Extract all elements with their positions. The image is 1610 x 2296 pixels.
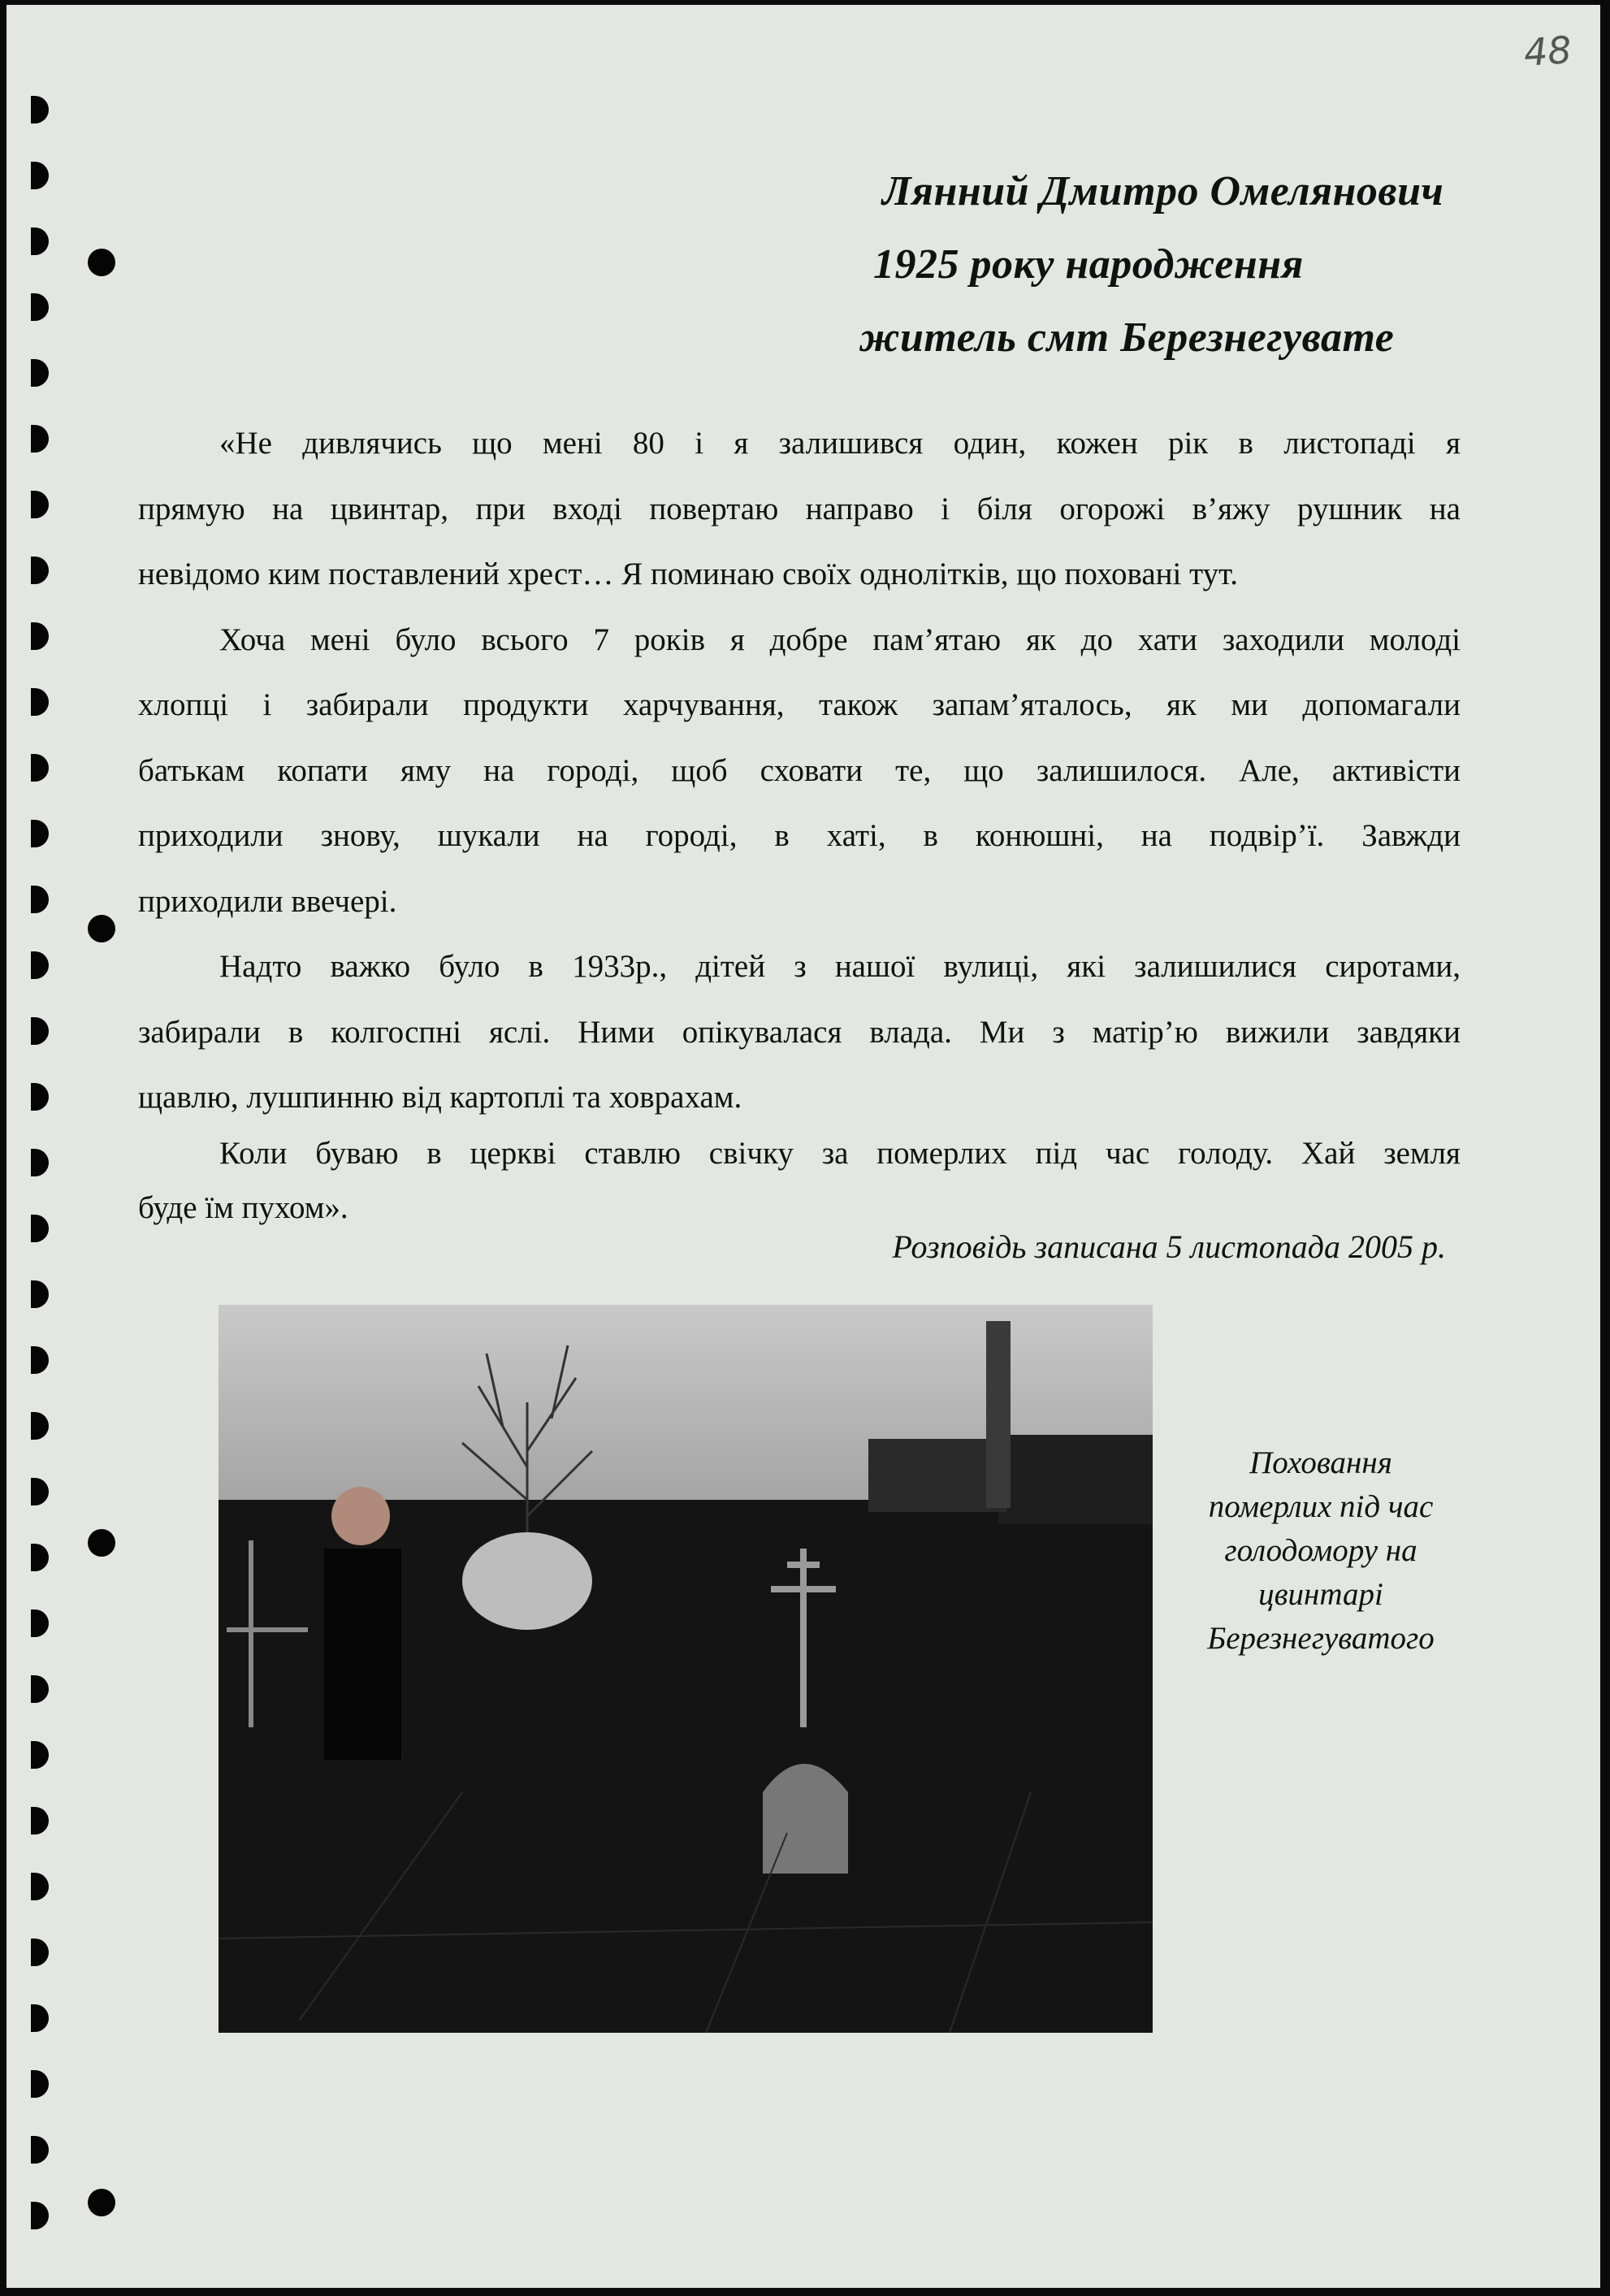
- binding-mark: [31, 820, 49, 847]
- binding-mark: [31, 1149, 49, 1176]
- binding-mark: [31, 1741, 49, 1769]
- binding-mark: [31, 2202, 49, 2229]
- binding-mark: [31, 688, 49, 716]
- binding-mark: [31, 1807, 49, 1835]
- text-line: Хоча мені було всього 7 років я добре пам’ятаю як до хати заходили молоді: [219, 622, 1461, 657]
- person-name: Лянний Дмитро Омелянович: [882, 168, 1444, 214]
- text-line: приходили знову, шукали на городі, в хаті, в конюшні, на подвір’ї. Завжди: [138, 818, 1461, 853]
- binding-mark: [31, 96, 49, 123]
- binding-mark: [31, 162, 49, 189]
- punch-hole: [88, 249, 115, 276]
- binding-mark: [31, 886, 49, 913]
- binding-mark: [31, 1544, 49, 1571]
- testimony-text: [138, 411, 1461, 1241]
- text-line: Коли буваю в церкві ставлю свічку за померлих під час голоду. Хай земля: [219, 1135, 1461, 1171]
- binding-mark: [31, 293, 49, 321]
- binding-mark: [31, 425, 49, 453]
- binding-mark: [31, 557, 49, 584]
- punch-hole: [88, 2189, 115, 2216]
- text-line: невідомо ким поставлений хрест… Я поминаю своїх однолітків, що поховані тут.: [138, 557, 1239, 591]
- binding-mark: [31, 1478, 49, 1505]
- binding-mark: [31, 2004, 49, 2032]
- binding-mark: [31, 227, 49, 255]
- text-line: «Не дивлячись що мені 80 і я залишився один, кожен рік в листопаді я: [219, 426, 1461, 461]
- binding-mark: [31, 1346, 49, 1374]
- punch-hole: [88, 1529, 115, 1557]
- text-line: Надто важко було в 1933р., дітей з нашої вулиці, які залишилися сиротами,: [219, 949, 1461, 984]
- binding-mark: [31, 359, 49, 387]
- text-line: прямую на цвинтар, при вході повертаю направо і біля огорожі в’яжу рушник на: [138, 491, 1461, 526]
- binding-mark: [31, 491, 49, 518]
- residence: житель смт Березнегувате: [859, 314, 1395, 361]
- binding-mark: [31, 1609, 49, 1637]
- binding-mark: [31, 2070, 49, 2098]
- text-line: хлопці і забирали продукти харчування, також запам’яталось, як ми допомагали: [138, 687, 1461, 722]
- caption-line: Березнегуватого: [1207, 1621, 1435, 1656]
- binding-mark: [31, 1939, 49, 1966]
- caption-line: цвинтарі: [1258, 1577, 1383, 1612]
- binding-mark: [31, 951, 49, 979]
- binding-mark: [31, 1215, 49, 1242]
- binding-mark: [31, 1873, 49, 1900]
- caption-line: померлих під час: [1208, 1489, 1434, 1524]
- punch-hole: [88, 915, 115, 942]
- caption-line: голодомору на: [1224, 1533, 1417, 1568]
- binding-mark: [31, 1675, 49, 1703]
- binding-mark: [31, 2136, 49, 2164]
- birth-year: 1925 року народження: [873, 241, 1304, 288]
- cemetery-photo: [219, 1305, 1153, 2033]
- caption-line: Поховання: [1249, 1445, 1392, 1480]
- binding-mark: [31, 1083, 49, 1111]
- binding-mark: [31, 622, 49, 650]
- cemetery-photo-image: [219, 1305, 1153, 2033]
- document-page: [6, 5, 1600, 2288]
- page-number: 48: [1522, 28, 1573, 75]
- binding-mark: [31, 1017, 49, 1045]
- text-line: приходили ввечері.: [138, 883, 397, 919]
- text-line: щавлю, лушпинню від картоплі та ховрахам.: [138, 1080, 742, 1115]
- binding-mark: [31, 1412, 49, 1440]
- photo-caption: [1158, 1441, 1483, 1661]
- text-line: батькам копати яму на городі, щоб сховати те, що залишилося. Але, активісти: [138, 752, 1461, 788]
- text-line: забирали в колгоспні яслі. Ними опікувалася влада. Ми з матір’ю вижили завдяки: [138, 1014, 1461, 1050]
- recording-date: Розповідь записана 5 листопада 2005 р.: [892, 1228, 1446, 1265]
- binding-mark: [31, 754, 49, 782]
- binding-mark: [31, 1280, 49, 1308]
- text-line: буде їм пухом».: [138, 1189, 348, 1225]
